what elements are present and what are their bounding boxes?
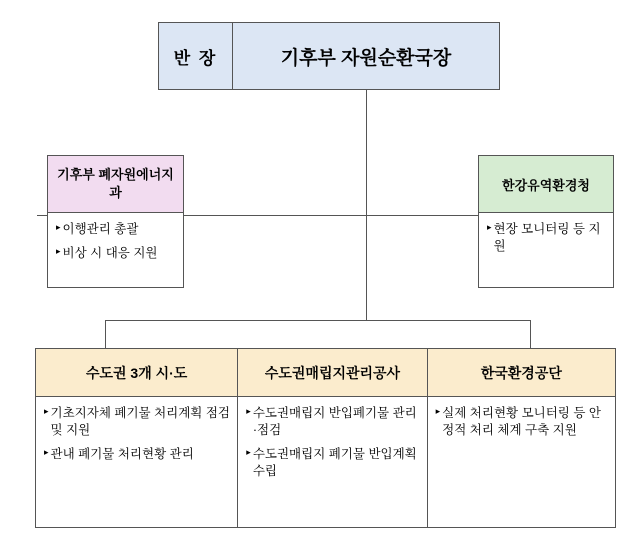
connector-vertical-main <box>366 90 367 215</box>
list-item <box>56 221 177 238</box>
unit-waste-energy-division <box>47 155 184 288</box>
unit-metropolitan-cities <box>36 349 238 527</box>
unit-landfill-corporation <box>238 349 427 527</box>
list-item-label: 이행관리 총괄 <box>62 222 139 236</box>
bottom-units-group <box>35 348 616 528</box>
unit-han-river-items <box>479 213 613 261</box>
connector-vertical-lower <box>366 215 367 320</box>
list-item <box>436 405 609 439</box>
unit-korea-environment-corporation-items <box>428 397 615 527</box>
connector-bottom-left-drop <box>105 320 106 348</box>
bullet-icon: ▸ <box>44 446 49 457</box>
list-item-label: 실제 처리현황 모니터링 등 안정적 처리 체계 구축 지원 <box>442 406 601 437</box>
bullet-icon: ▸ <box>44 406 49 416</box>
bullet-icon: ▸ <box>435 406 441 416</box>
list-item <box>56 245 177 262</box>
list-item-label: 기초지자체 폐기물 처리계획 점검 및 지원 <box>50 406 231 437</box>
list-item <box>44 446 231 463</box>
top-box-director <box>233 22 500 90</box>
list-item-label: 비상 시 대응 지원 <box>62 245 158 260</box>
unit-metropolitan-cities-items <box>36 397 237 527</box>
bullet-icon: ▸ <box>56 245 61 256</box>
list-item <box>44 405 231 439</box>
unit-waste-energy-items <box>48 213 183 268</box>
bullet-icon: ▸ <box>56 222 61 232</box>
unit-korea-environment-corporation-header: 한국환경공단 <box>428 349 615 397</box>
bullet-icon: ▸ <box>246 406 251 416</box>
connector-left-entry <box>37 215 47 216</box>
top-box-director-label: 기후부 자원순환국장 <box>280 47 452 69</box>
list-item-label: 수도권매립지 반입폐기물 관리·점검 <box>252 406 417 437</box>
list-item-label: 현장 모니터링 등 지원 <box>493 222 601 253</box>
unit-waste-energy-header: 기후부 폐자원에너지과 <box>48 156 183 213</box>
unit-landfill-corporation-header: 수도권매립지관리공사 <box>238 349 426 397</box>
top-box-team-leader <box>158 22 233 90</box>
unit-metropolitan-cities-header: 수도권 3개 시·도 <box>36 349 237 397</box>
bullet-icon: ▸ <box>487 222 492 232</box>
unit-korea-environment-corporation <box>428 349 615 527</box>
list-item-label: 수도권매립지 폐기물 반입계획 수립 <box>252 446 417 478</box>
list-item <box>246 405 420 439</box>
list-item <box>487 221 607 255</box>
unit-han-river-header: 한강유역환경청 <box>479 156 613 213</box>
bullet-icon: ▸ <box>246 446 251 457</box>
connector-bottom-right-drop <box>530 320 531 348</box>
unit-landfill-corporation-items <box>238 397 426 527</box>
list-item <box>246 446 420 480</box>
unit-han-river-basin-office <box>478 155 614 288</box>
connector-bottom-bus <box>105 320 530 321</box>
top-box-team-leader-label: 반 장 <box>173 48 218 68</box>
list-item-label: 관내 폐기물 처리현황 관리 <box>50 446 194 461</box>
